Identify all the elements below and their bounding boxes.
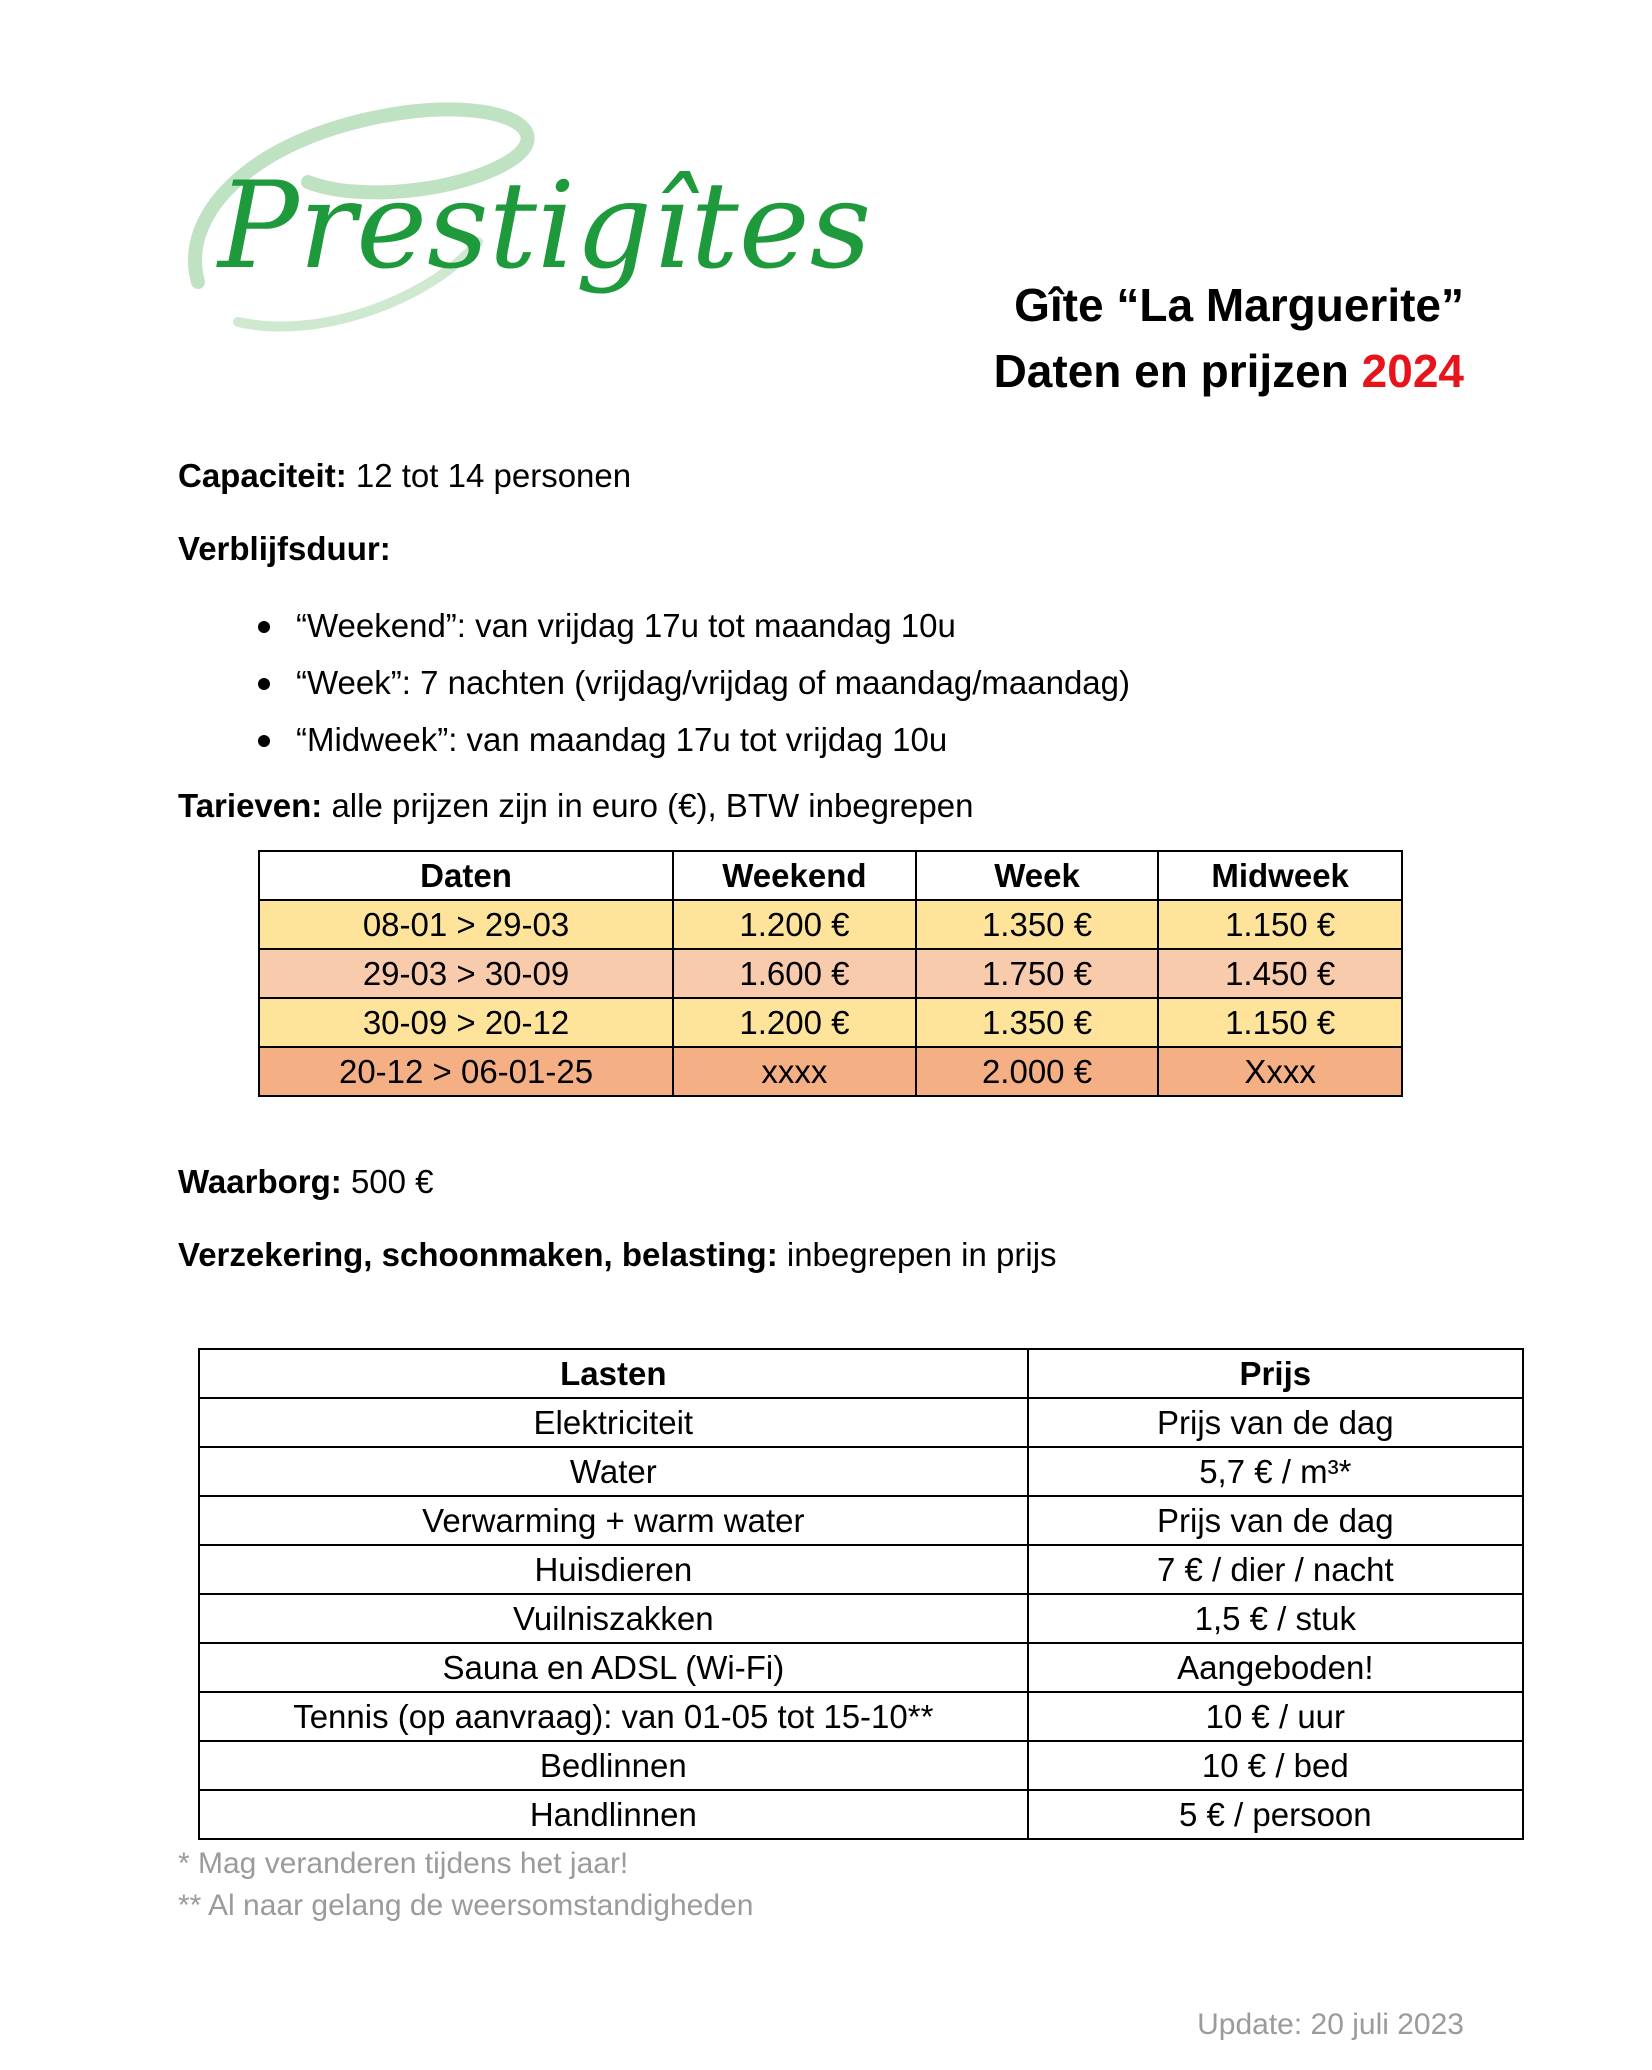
heading-title: Gîte “La Marguerite” bbox=[1014, 279, 1464, 331]
table-row bbox=[199, 1398, 1523, 1447]
tariffs-label: Tarieven: bbox=[178, 787, 323, 824]
table-row bbox=[199, 1741, 1523, 1790]
deposit-line bbox=[178, 1162, 434, 1202]
bullet-icon bbox=[258, 735, 270, 747]
cost-price-cell: 5,7 € / m³* bbox=[1028, 1447, 1523, 1496]
cost-item-cell: Handlinnen bbox=[199, 1790, 1028, 1839]
column-header: Midweek bbox=[1158, 851, 1402, 900]
stay-label-line bbox=[178, 529, 391, 569]
price-cell: 1.350 € bbox=[916, 900, 1159, 949]
price-cell: 1.600 € bbox=[673, 949, 916, 998]
price-cell: Xxxx bbox=[1158, 1047, 1402, 1096]
list-item: “Midweek”: van maandag 17u tot vrijdag 10u bbox=[258, 711, 1130, 768]
price-cell: 1.200 € bbox=[673, 998, 916, 1047]
table-row bbox=[199, 1643, 1523, 1692]
date-range-cell: 29-03 > 30-09 bbox=[259, 949, 673, 998]
price-cell: 1.150 € bbox=[1158, 900, 1402, 949]
table-row bbox=[199, 1692, 1523, 1741]
cost-item-cell: Elektriciteit bbox=[199, 1398, 1028, 1447]
capacity-value: 12 tot 14 personen bbox=[346, 457, 632, 494]
table-row bbox=[259, 998, 1402, 1047]
heading-year: 2024 bbox=[1361, 345, 1464, 397]
table-row bbox=[199, 1790, 1523, 1839]
included-line bbox=[178, 1235, 1057, 1275]
footnote: ** Al naar gelang de weersomstandigheden bbox=[178, 1889, 754, 1922]
cost-price-cell: 10 € / bed bbox=[1028, 1741, 1523, 1790]
column-header: Week bbox=[916, 851, 1159, 900]
cost-item-cell: Tennis (op aanvraag): van 01-05 tot 15-10** bbox=[199, 1692, 1028, 1741]
bullet-icon bbox=[258, 678, 270, 690]
cost-item-cell: Verwarming + warm water bbox=[199, 1496, 1028, 1545]
column-header: Prijs bbox=[1028, 1349, 1523, 1398]
price-cell: 2.000 € bbox=[916, 1047, 1159, 1096]
date-range-cell: 30-09 > 20-12 bbox=[259, 998, 673, 1047]
price-cell: 1.450 € bbox=[1158, 949, 1402, 998]
cost-item-cell: Water bbox=[199, 1447, 1028, 1496]
table-header-row bbox=[199, 1349, 1523, 1398]
included-value: inbegrepen in prijs bbox=[777, 1236, 1057, 1273]
column-header: Weekend bbox=[673, 851, 916, 900]
update-date: Update: 20 juli 2023 bbox=[1197, 2008, 1464, 2041]
cost-item-cell: Bedlinnen bbox=[199, 1741, 1028, 1790]
stay-list bbox=[258, 597, 1130, 768]
date-range-cell: 08-01 > 29-03 bbox=[259, 900, 673, 949]
prestigites-logo bbox=[178, 92, 878, 352]
cost-price-cell: 5 € / persoon bbox=[1028, 1790, 1523, 1839]
bullet-icon bbox=[258, 621, 270, 633]
table-row bbox=[259, 900, 1402, 949]
page-heading bbox=[994, 272, 1464, 404]
table-row bbox=[199, 1447, 1523, 1496]
deposit-value: 500 € bbox=[341, 1163, 434, 1200]
table-row bbox=[259, 1047, 1402, 1096]
table-row bbox=[259, 949, 1402, 998]
rates-table bbox=[258, 850, 1403, 1097]
capacity-label: Capaciteit: bbox=[178, 457, 347, 494]
table-row bbox=[199, 1496, 1523, 1545]
cost-item-cell: Vuilniszakken bbox=[199, 1594, 1028, 1643]
cost-price-cell: 1,5 € / stuk bbox=[1028, 1594, 1523, 1643]
cost-price-cell: Prijs van de dag bbox=[1028, 1398, 1523, 1447]
cost-price-cell: 10 € / uur bbox=[1028, 1692, 1523, 1741]
price-cell: 1.750 € bbox=[916, 949, 1159, 998]
cost-price-cell: 7 € / dier / nacht bbox=[1028, 1545, 1523, 1594]
footnotes bbox=[178, 1843, 753, 1927]
cost-item-cell: Huisdieren bbox=[199, 1545, 1028, 1594]
footnote: * Mag veranderen tijdens het jaar! bbox=[178, 1847, 629, 1880]
stay-label: Verblijfsduur: bbox=[178, 530, 391, 567]
costs-table bbox=[198, 1348, 1524, 1840]
list-item: “Weekend”: van vrijdag 17u tot maandag 10u bbox=[258, 597, 1130, 654]
capacity-line bbox=[178, 456, 631, 496]
cost-item-cell: Sauna en ADSL (Wi-Fi) bbox=[199, 1643, 1028, 1692]
included-label: Verzekering, schoonmaken, belasting: bbox=[178, 1236, 778, 1273]
table-row bbox=[199, 1545, 1523, 1594]
column-header: Lasten bbox=[199, 1349, 1028, 1398]
heading-subtitle: Daten en prijzen 2024 bbox=[993, 345, 1464, 397]
tariffs-value: alle prijzen zijn in euro (€), BTW inbegrepen bbox=[322, 787, 974, 824]
deposit-label: Waarborg: bbox=[178, 1163, 342, 1200]
tariffs-line bbox=[178, 786, 973, 826]
table-header-row bbox=[259, 851, 1402, 900]
price-cell: xxxx bbox=[673, 1047, 916, 1096]
price-cell: 1.200 € bbox=[673, 900, 916, 949]
price-cell: 1.350 € bbox=[916, 998, 1159, 1047]
table-row bbox=[199, 1594, 1523, 1643]
column-header: Daten bbox=[259, 851, 673, 900]
cost-price-cell: Prijs van de dag bbox=[1028, 1496, 1523, 1545]
logo-text: Prestigîtes bbox=[218, 157, 872, 296]
date-range-cell: 20-12 > 06-01-25 bbox=[259, 1047, 673, 1096]
cost-price-cell: Aangeboden! bbox=[1028, 1643, 1523, 1692]
price-cell: 1.150 € bbox=[1158, 998, 1402, 1047]
list-item: “Week”: 7 nachten (vrijdag/vrijdag of maandag/maandag) bbox=[258, 654, 1130, 711]
